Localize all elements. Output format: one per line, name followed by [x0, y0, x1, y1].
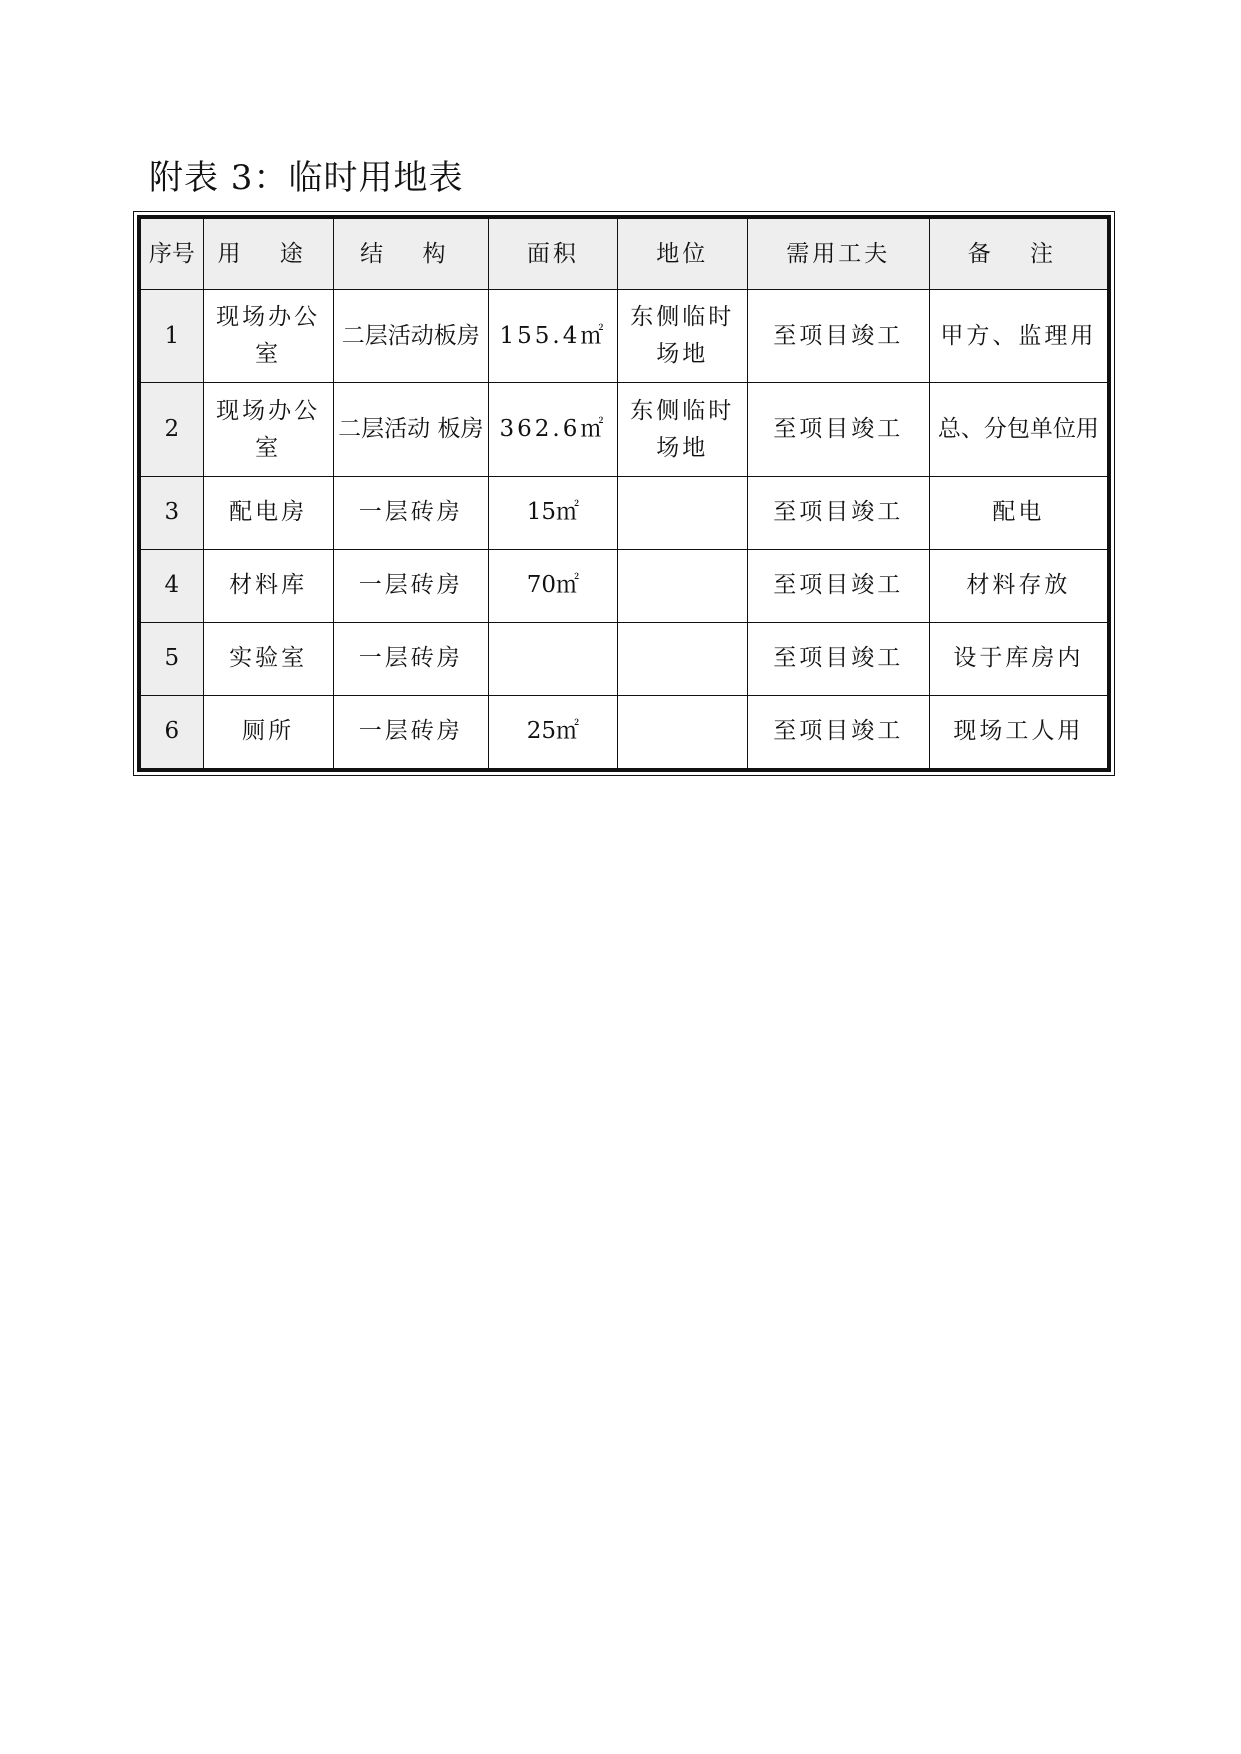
cell-area: 155.4㎡: [489, 290, 618, 383]
cell-remarks: 配电: [929, 476, 1107, 549]
page-title: 附表 3：临时用地表: [149, 158, 464, 198]
cell-area: [489, 622, 618, 695]
cell-location: [617, 549, 747, 622]
cell-duration: 至项目竣工: [747, 622, 929, 695]
land-use-table-frame: [133, 211, 1115, 776]
cell-duration: 至项目竣工: [747, 476, 929, 549]
cell-structure: 一层砖房: [333, 622, 488, 695]
land-use-table-inner-border: [137, 215, 1111, 772]
cell-location: [617, 622, 747, 695]
cell-duration: 至项目竣工: [747, 695, 929, 768]
cell-location: 东侧临时场地: [617, 383, 747, 476]
cell-serial-number: 3: [141, 476, 203, 549]
table-row: [141, 383, 1107, 476]
header-structure: 结 构: [333, 219, 488, 290]
cell-remarks: 现场工人用: [929, 695, 1107, 768]
cell-serial-number: 5: [141, 622, 203, 695]
cell-structure: 一层砖房: [333, 476, 488, 549]
header-duration: 需用工夫: [747, 219, 929, 290]
cell-location: [617, 476, 747, 549]
table-row: [141, 622, 1107, 695]
cell-remarks: 甲方、监理用: [929, 290, 1107, 383]
table-row: [141, 695, 1107, 768]
cell-structure: 一层砖房: [333, 549, 488, 622]
cell-purpose: 实验室: [203, 622, 333, 695]
cell-purpose: 现场办公室: [203, 383, 333, 476]
cell-location: [617, 695, 747, 768]
cell-area: 362.6㎡: [489, 383, 618, 476]
cell-remarks: 材料存放: [929, 549, 1107, 622]
cell-purpose: 厕所: [203, 695, 333, 768]
cell-duration: 至项目竣工: [747, 290, 929, 383]
table-row: [141, 290, 1107, 383]
cell-structure: 二层活动板房: [333, 290, 488, 383]
cell-serial-number: 1: [141, 290, 203, 383]
cell-serial-number: 4: [141, 549, 203, 622]
cell-duration: 至项目竣工: [747, 549, 929, 622]
cell-structure: 一层砖房: [333, 695, 488, 768]
header-purpose: 用 途: [203, 219, 333, 290]
cell-area: 70㎡: [489, 549, 618, 622]
table-header-row: [141, 219, 1107, 290]
header-serial-number: 序号: [141, 219, 203, 290]
header-remarks: 备 注: [929, 219, 1107, 290]
cell-duration: 至项目竣工: [747, 383, 929, 476]
cell-location: 东侧临时场地: [617, 290, 747, 383]
cell-serial-number: 2: [141, 383, 203, 476]
header-area: 面积: [489, 219, 618, 290]
cell-area: 15㎡: [489, 476, 618, 549]
cell-remarks: 总、分包单位用: [929, 383, 1107, 476]
cell-remarks: 设于库房内: [929, 622, 1107, 695]
header-location: 地位: [617, 219, 747, 290]
table-row: [141, 476, 1107, 549]
table-row: [141, 549, 1107, 622]
cell-purpose: 配电房: [203, 476, 333, 549]
cell-serial-number: 6: [141, 695, 203, 768]
cell-purpose: 现场办公室: [203, 290, 333, 383]
cell-structure: 二层活动 板房: [333, 383, 488, 476]
cell-area: 25㎡: [489, 695, 618, 768]
cell-purpose: 材料库: [203, 549, 333, 622]
land-use-table: [141, 219, 1107, 768]
